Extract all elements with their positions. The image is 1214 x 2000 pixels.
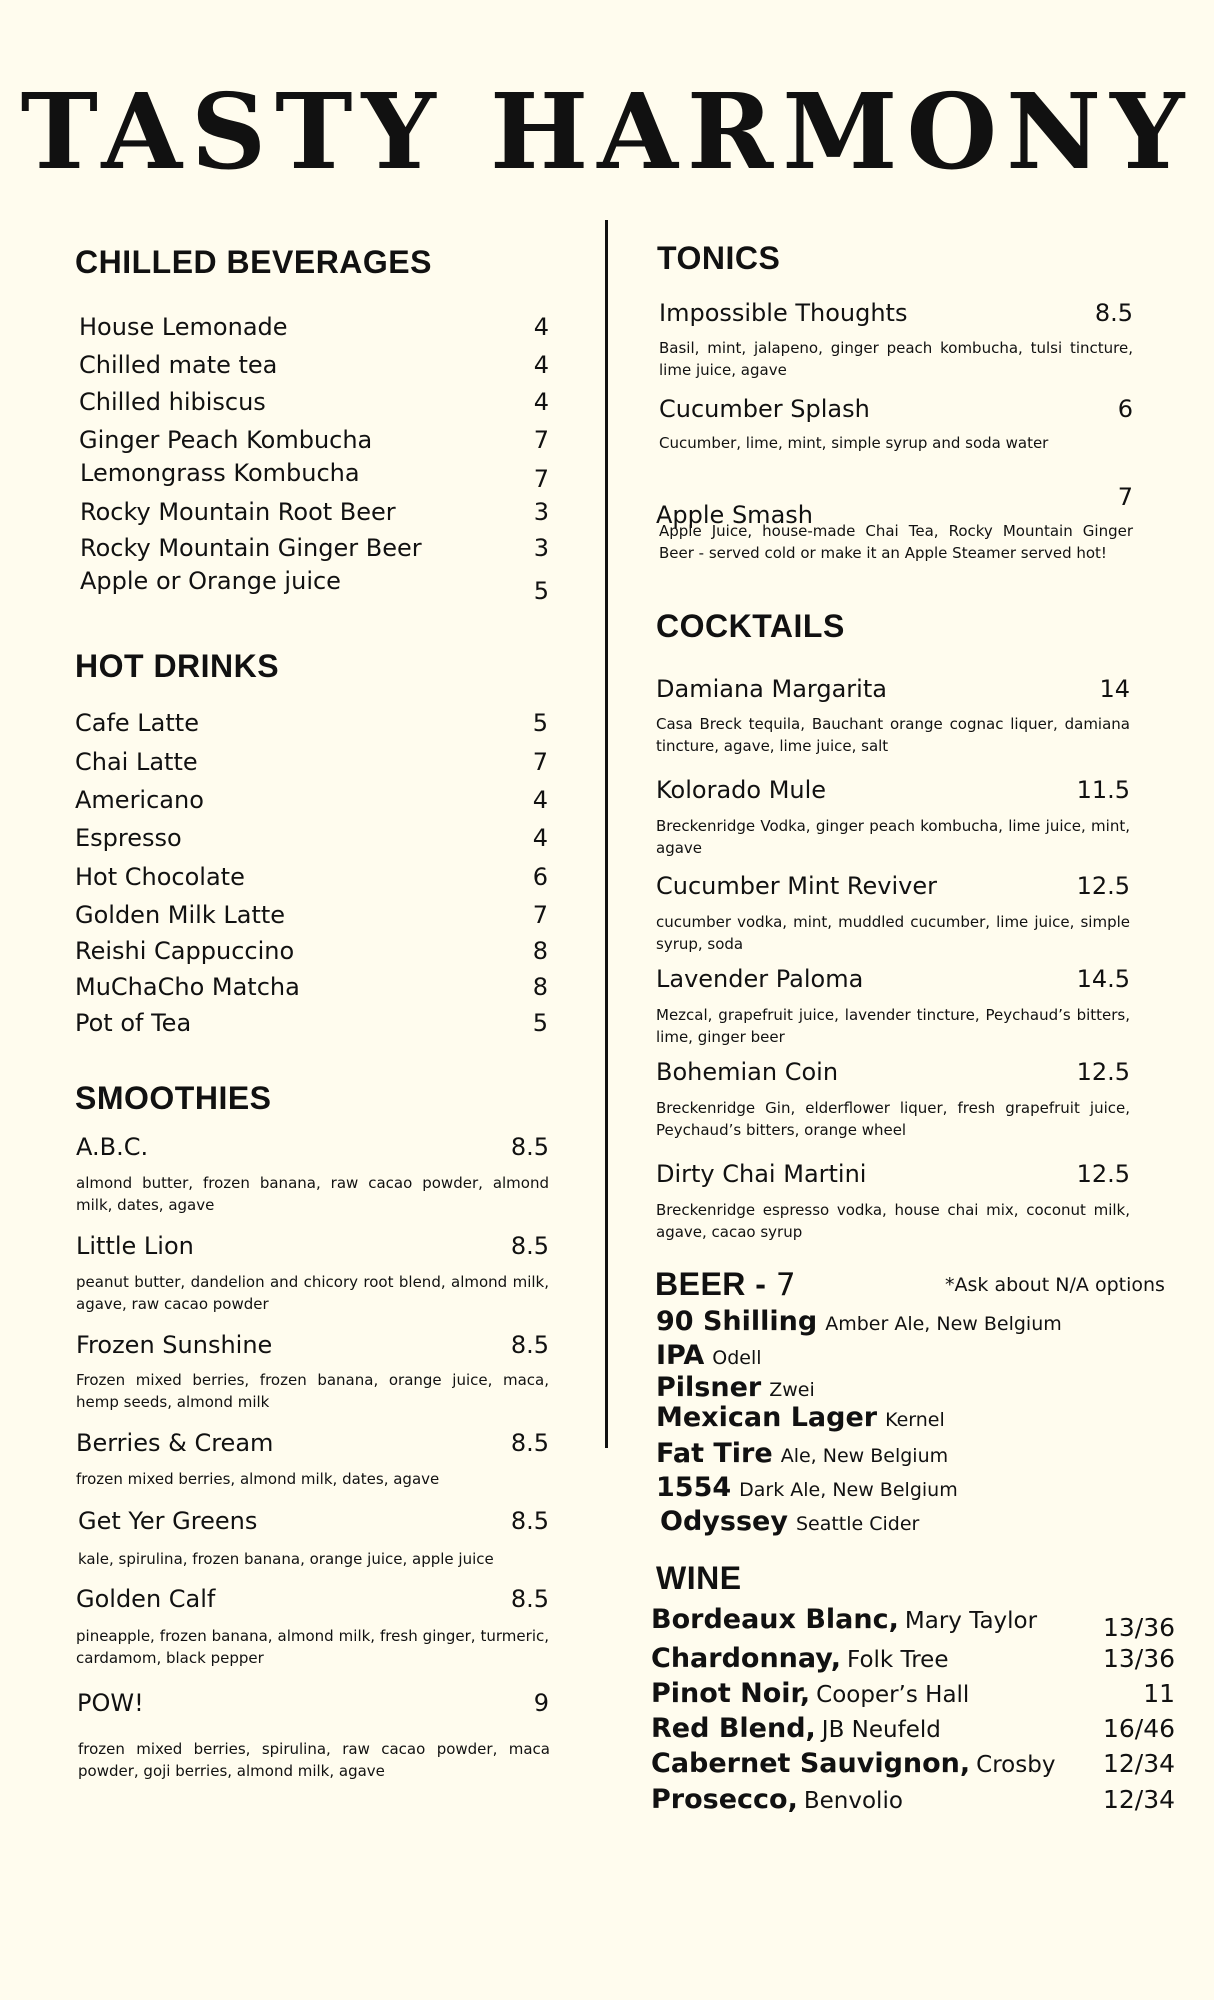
menu-item <box>76 1233 549 1261</box>
beer-item <box>656 1308 1062 1335</box>
item-price: 4 <box>533 388 549 416</box>
section-heading-wine: WINE <box>656 1560 742 1596</box>
item-price: 12.5 <box>1076 1058 1130 1086</box>
item-price: 4 <box>533 351 549 379</box>
menu-item <box>659 300 1133 328</box>
beer-description: Ale, New Belgium <box>780 1445 949 1467</box>
item-name: Golden Calf <box>76 1585 216 1613</box>
item-description: Breckenridge Gin, elderflower liquer, fresh grapefruit juice, Peychaud’s bitters, orange wheel <box>656 1099 1130 1139</box>
section-heading-chilled: CHILLED BEVERAGES <box>75 244 432 280</box>
item-price: 7 <box>532 901 548 929</box>
beer-item <box>656 1440 948 1467</box>
section-heading-beer <box>655 1268 796 1301</box>
wine-item <box>651 1643 1175 1674</box>
wine-price: 13/36 <box>1102 1644 1175 1673</box>
wine-name: Red Blend, <box>651 1713 816 1744</box>
menu-item <box>75 864 548 892</box>
menu-item <box>75 787 548 815</box>
beer-name: 90 Shilling <box>656 1306 818 1337</box>
menu-item <box>656 966 1130 994</box>
beer-heading-label: BEER - <box>655 1266 776 1302</box>
beer-name: 1554 <box>656 1472 732 1503</box>
item-price: 8.5 <box>510 1507 549 1535</box>
item-price: 4 <box>532 824 548 852</box>
item-name: Cucumber Mint Reviver <box>656 872 937 900</box>
item-price: 7 <box>533 465 549 493</box>
menu-item <box>76 1586 549 1614</box>
item-price: 12.5 <box>1076 1160 1130 1188</box>
item-name: Lemongrass Kombucha <box>80 459 360 487</box>
menu-item <box>656 1161 1130 1189</box>
item-name: Hot Chocolate <box>75 863 245 891</box>
wine-price: 13/36 <box>1102 1613 1175 1642</box>
menu-item <box>79 352 549 380</box>
item-name: Rocky Mountain Root Beer <box>80 498 396 526</box>
item-name: Golden Milk Latte <box>75 901 286 929</box>
menu-item <box>656 1059 1130 1087</box>
item-description: kale, spirulina, frozen banana, orange juice, apple juice <box>78 1550 494 1568</box>
item-name: Dirty Chai Martini <box>656 1160 867 1188</box>
wine-price: 11 <box>1143 1679 1175 1708</box>
section-heading-hot: HOT DRINKS <box>75 648 280 684</box>
menu-item <box>656 777 1130 805</box>
beer-item <box>656 1374 815 1401</box>
item-name: Damiana Margarita <box>656 675 887 703</box>
item-price: 3 <box>533 534 549 562</box>
item-price: 8.5 <box>510 1133 549 1161</box>
item-name: Cucumber Splash <box>659 395 870 423</box>
item-price: 11.5 <box>1076 776 1130 804</box>
wine-price: 12/34 <box>1102 1785 1175 1814</box>
menu-item <box>76 1134 549 1162</box>
wine-maker: Benvolio <box>803 1788 903 1814</box>
item-name: Berries & Cream <box>76 1429 274 1457</box>
menu-item <box>79 389 549 417</box>
item-name: A.B.C. <box>76 1133 149 1161</box>
beer-item <box>656 1404 945 1431</box>
menu-item <box>75 938 548 966</box>
item-price: 5 <box>532 709 548 737</box>
beer-name: Mexican Lager <box>656 1402 878 1433</box>
wine-name: Cabernet Sauvignon, <box>651 1748 971 1779</box>
item-name: POW! <box>77 1689 144 1717</box>
wine-name: Pinot Noir, <box>651 1678 811 1709</box>
menu-item <box>656 873 1130 901</box>
item-name: Espresso <box>75 824 182 852</box>
item-name: Reishi Cappuccino <box>75 937 295 965</box>
item-price: 8.5 <box>510 1232 549 1260</box>
item-name: Apple or Orange juice <box>80 567 341 595</box>
menu-item <box>79 427 549 455</box>
section-heading-cocktails: COCKTAILS <box>656 608 845 644</box>
menu-item <box>80 567 549 605</box>
menu-item <box>80 499 549 527</box>
wine-maker: Mary Taylor <box>904 1608 1038 1634</box>
menu-item <box>80 459 549 493</box>
menu-item <box>76 1430 549 1458</box>
item-description: frozen mixed berries, almond milk, dates, agave <box>76 1470 440 1488</box>
beer-description: Amber Ale, New Belgium <box>825 1313 1062 1335</box>
wine-price: 16/46 <box>1102 1714 1175 1743</box>
beer-name: Pilsner <box>656 1372 762 1403</box>
item-name: Chilled hibiscus <box>79 388 266 416</box>
section-heading-smoothies: SMOOTHIES <box>75 1080 272 1116</box>
menu-item <box>77 1690 549 1718</box>
menu-item <box>75 710 548 738</box>
wine-maker: Crosby <box>976 1752 1056 1778</box>
item-name: Kolorado Mule <box>656 776 827 804</box>
beer-description: Dark Ale, New Belgium <box>739 1479 958 1501</box>
item-price: 6 <box>532 863 548 891</box>
wine-item <box>651 1713 1175 1744</box>
item-description: Apple Juice, house-made Chai Tea, Rocky Mountain Ginger Beer - served cold or make it an Apple Steamer served hot! <box>659 522 1133 562</box>
item-description: frozen mixed berries, spirulina, raw cacao powder, maca powder, goji berries, almond milk, agave <box>78 1740 550 1780</box>
menu-item <box>659 396 1133 424</box>
item-description: Frozen mixed berries, frozen banana, orange juice, maca, hemp seeds, almond milk <box>76 1371 549 1411</box>
beer-note: *Ask about N/A options <box>945 1274 1165 1296</box>
menu-item <box>80 535 549 563</box>
menu-item <box>656 483 1133 529</box>
item-name: Lavender Paloma <box>656 965 864 993</box>
item-name: MuChaCho Matcha <box>75 973 300 1001</box>
item-price: 8.5 <box>510 1585 549 1613</box>
menu-item <box>656 676 1130 704</box>
beer-description: Odell <box>712 1347 762 1369</box>
item-description: Mezcal, grapefruit juice, lavender tincture, Peychaud’s bitters, lime, ginger beer <box>656 1006 1130 1046</box>
wine-item <box>651 1678 1175 1709</box>
item-price: 5 <box>533 577 549 605</box>
beer-description: Seattle Cider <box>795 1513 920 1535</box>
menu-item <box>75 825 548 853</box>
item-price: 4 <box>532 786 548 814</box>
item-price: 8.5 <box>1094 299 1133 327</box>
item-description: Cucumber, lime, mint, simple syrup and soda water <box>659 434 1049 452</box>
item-name: Rocky Mountain Ginger Beer <box>80 534 422 562</box>
wine-item <box>651 1748 1175 1779</box>
item-name: Bohemian Coin <box>656 1058 839 1086</box>
item-name: Ginger Peach Kombucha <box>79 426 373 454</box>
column-divider <box>605 220 608 1448</box>
item-price: 8.5 <box>510 1331 549 1359</box>
item-name: Impossible Thoughts <box>659 299 908 327</box>
menu-item <box>75 902 548 930</box>
item-description: almond butter, frozen banana, raw cacao powder, almond milk, dates, agave <box>76 1174 549 1214</box>
item-description: pineapple, frozen banana, almond milk, fresh ginger, turmeric, cardamom, black pepper <box>76 1627 549 1667</box>
item-price: 12.5 <box>1076 872 1130 900</box>
item-price: 5 <box>532 1009 548 1037</box>
menu-item <box>75 749 548 777</box>
beer-description: Kernel <box>885 1409 945 1431</box>
item-name: Chilled mate tea <box>79 351 278 379</box>
item-price: 7 <box>1117 483 1133 511</box>
item-price: 7 <box>533 426 549 454</box>
wine-price: 12/34 <box>1102 1749 1175 1778</box>
wine-name: Chardonnay, <box>651 1643 842 1674</box>
beer-name: Fat Tire <box>656 1438 773 1469</box>
item-description: Breckenridge espresso vodka, house chai mix, coconut milk, agave, cacao syrup <box>656 1201 1130 1241</box>
wine-name: Bordeaux Blanc, <box>651 1604 899 1635</box>
item-price: 8 <box>532 937 548 965</box>
item-description: Basil, mint, jalapeno, ginger peach kombucha, tulsi tincture, lime juice, agave <box>659 339 1133 379</box>
section-heading-tonics: TONICS <box>657 240 781 276</box>
menu-item <box>76 1332 549 1360</box>
wine-maker: Folk Tree <box>847 1647 949 1673</box>
item-price: 8.5 <box>510 1429 549 1457</box>
beer-price: 7 <box>775 1267 797 1303</box>
item-name: Pot of Tea <box>75 1009 192 1037</box>
wine-maker: JB Neufeld <box>821 1717 941 1743</box>
menu-item <box>79 314 549 342</box>
item-name: Americano <box>75 786 204 814</box>
menu-title: TASTY HARMONY <box>20 70 1194 193</box>
item-name: Frozen Sunshine <box>76 1331 273 1359</box>
item-price: 7 <box>532 748 548 776</box>
beer-item <box>656 1342 762 1369</box>
wine-maker: Cooper’s Hall <box>816 1682 970 1708</box>
menu-item <box>75 1010 548 1038</box>
item-price: 14.5 <box>1076 965 1130 993</box>
wine-name: Prosecco, <box>651 1784 798 1815</box>
item-name: Apple Smash <box>656 501 813 529</box>
item-name: Little Lion <box>76 1232 194 1260</box>
menu-item <box>75 974 548 1002</box>
item-description: Casa Breck tequila, Bauchant orange cognac liquer, damiana tincture, agave, lime juice, salt <box>656 715 1130 755</box>
item-name: Cafe Latte <box>75 709 199 737</box>
item-description: cucumber vodka, mint, muddled cucumber, lime juice, simple syrup, soda <box>656 913 1130 953</box>
item-name: Chai Latte <box>75 748 198 776</box>
beer-name: Odyssey <box>660 1506 788 1537</box>
item-price: 9 <box>533 1689 549 1717</box>
beer-item <box>660 1508 919 1535</box>
wine-item <box>651 1604 1175 1642</box>
item-description: Breckenridge Vodka, ginger peach kombucha, lime juice, mint, agave <box>656 817 1130 857</box>
menu-item <box>78 1508 549 1536</box>
item-name: House Lemonade <box>79 313 288 341</box>
item-price: 4 <box>533 313 549 341</box>
item-price: 8 <box>532 973 548 1001</box>
item-name: Get Yer Greens <box>78 1507 258 1535</box>
wine-item <box>651 1784 1175 1815</box>
item-description: peanut butter, dandelion and chicory root blend, almond milk, agave, raw cacao powder <box>76 1273 549 1313</box>
item-price: 6 <box>1117 395 1133 423</box>
item-price: 3 <box>533 498 549 526</box>
beer-item <box>656 1474 958 1501</box>
beer-name: IPA <box>656 1340 705 1371</box>
beer-description: Zwei <box>769 1379 815 1401</box>
item-price: 14 <box>1099 675 1130 703</box>
